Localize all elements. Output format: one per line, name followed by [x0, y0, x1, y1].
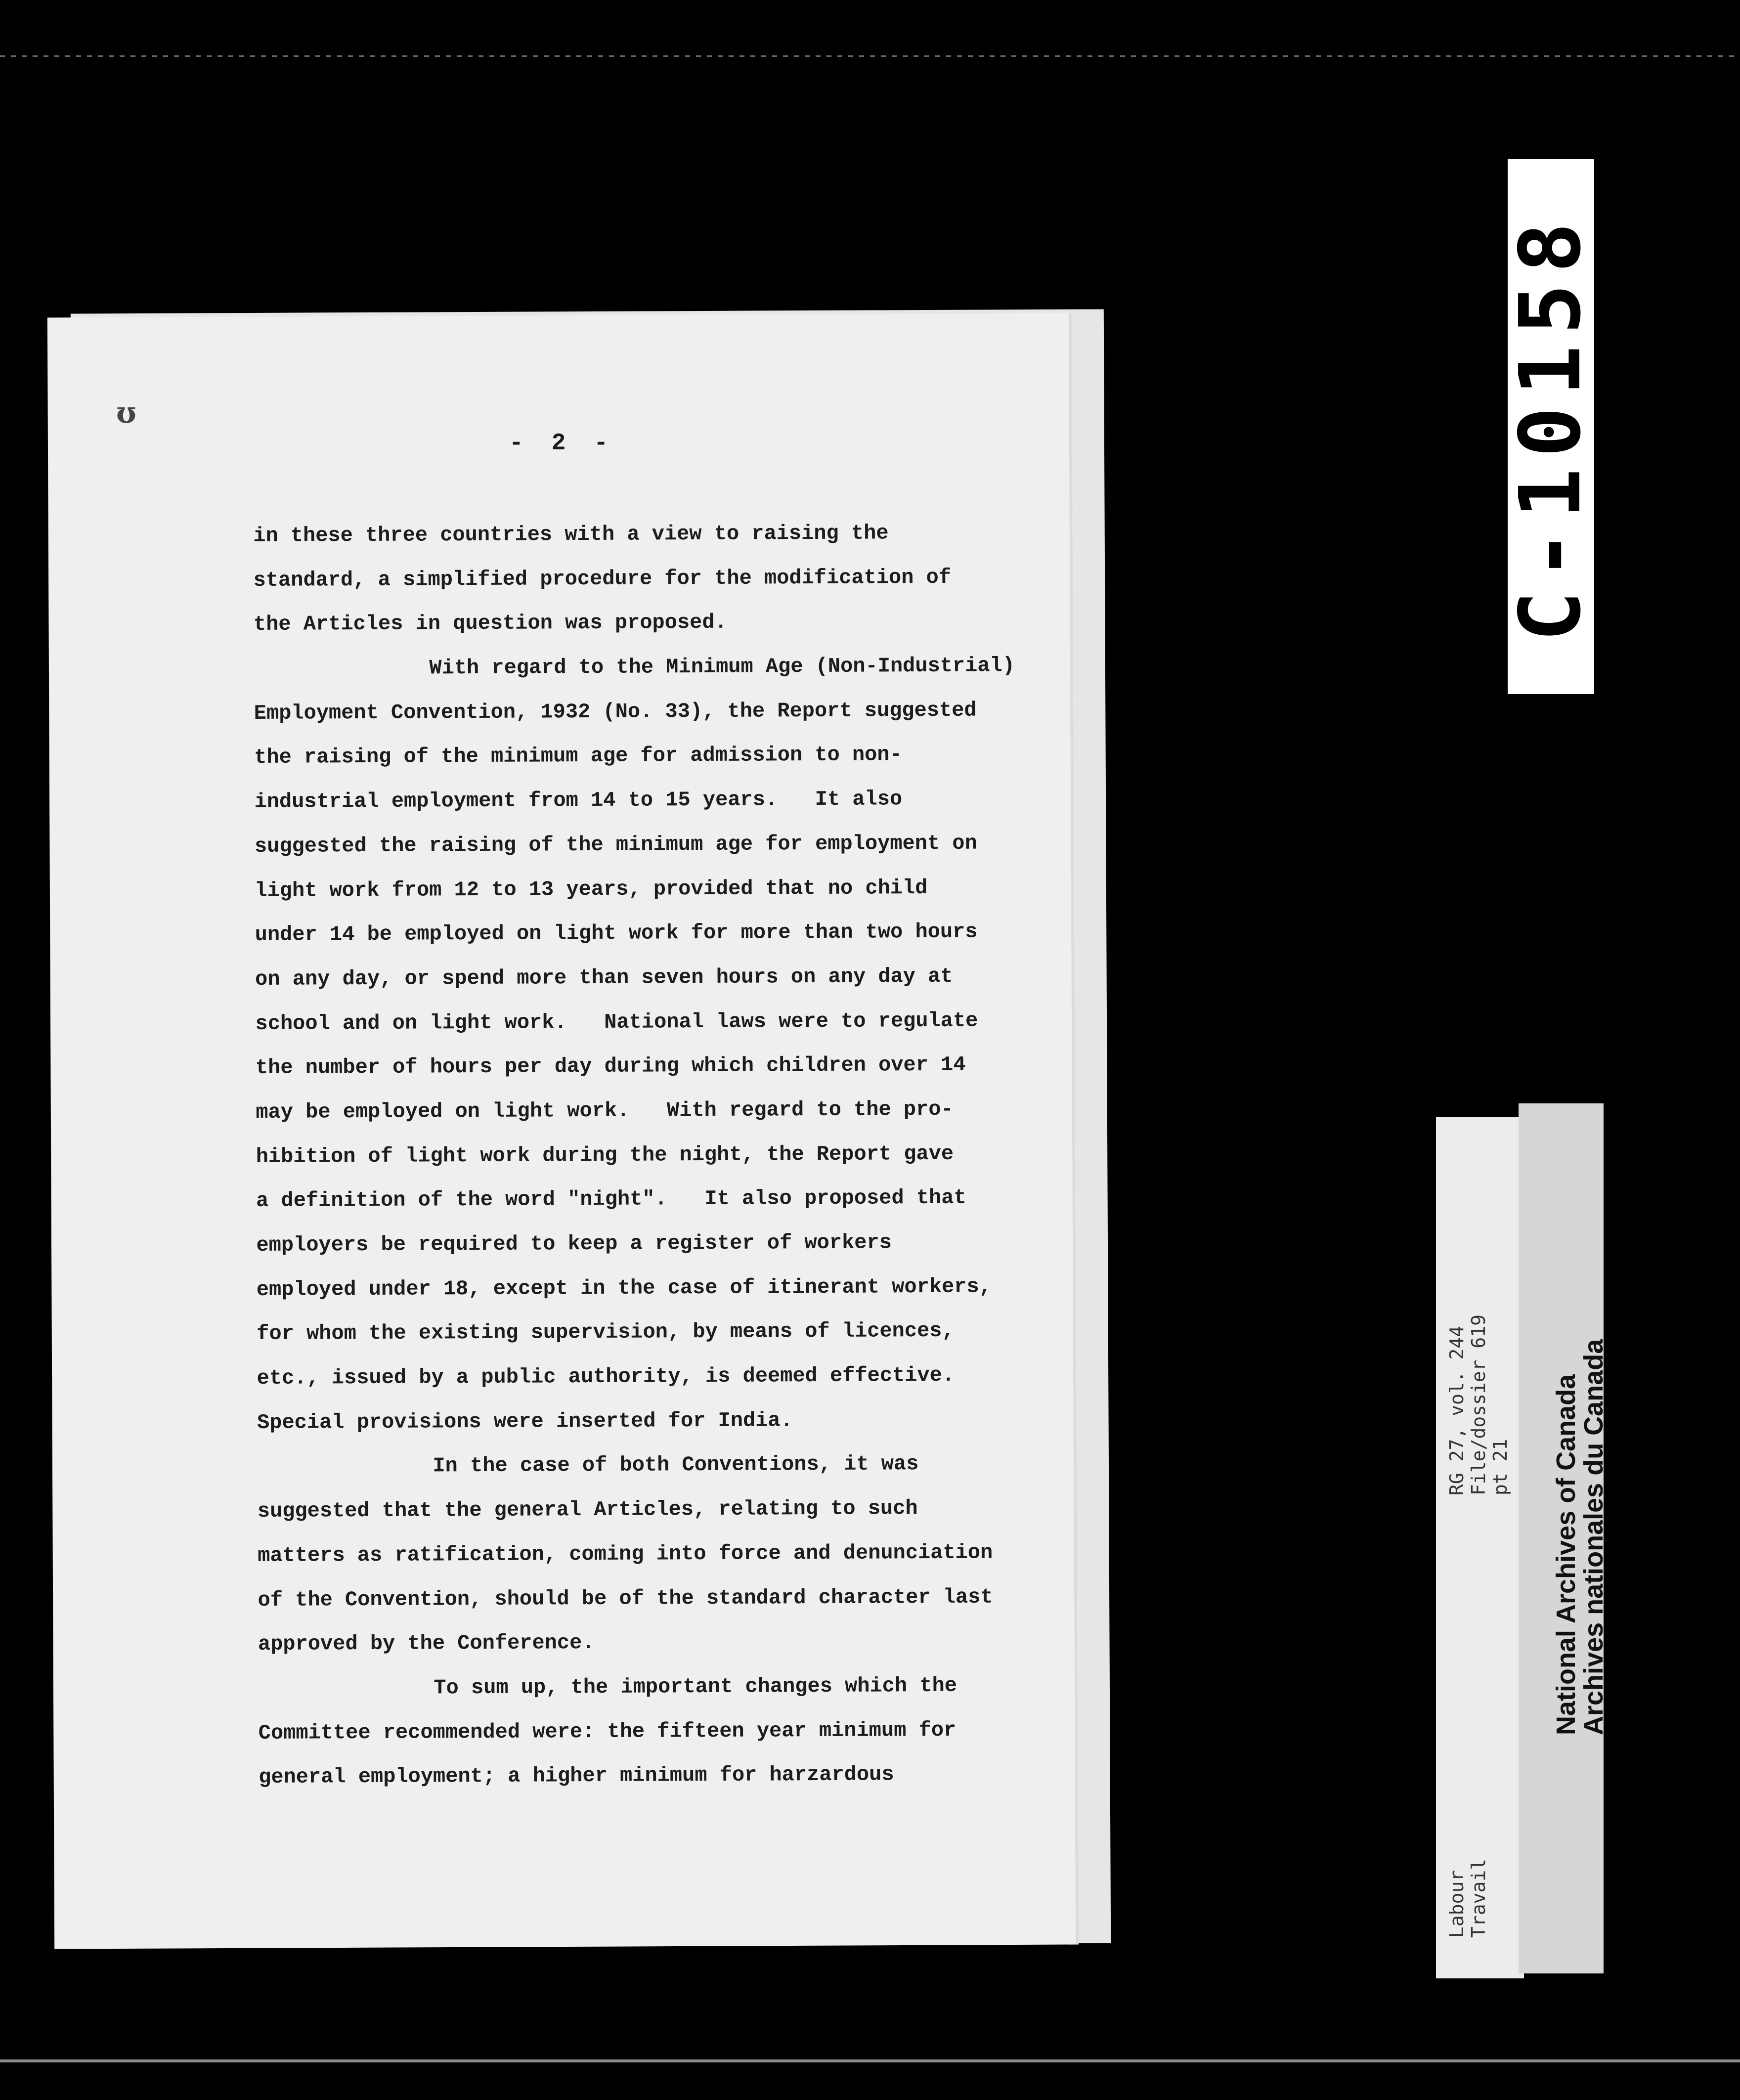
- text-line: may be employed on light work. With regard to the pro-: [256, 1097, 954, 1124]
- corner-mark: ʊ: [116, 395, 136, 430]
- reference-label: [1436, 1117, 1524, 1978]
- text-line: matters as ratification, coming into force and denunciation: [258, 1540, 993, 1568]
- text-line: employers be required to keep a register of workers: [256, 1230, 892, 1257]
- text-line: To sum up, the important changes which the: [434, 1673, 957, 1700]
- archives-name-en: National Archives of Canada: [1551, 1374, 1581, 1735]
- archives-name-fr: Archives nationales du Canada: [1579, 1339, 1609, 1735]
- text-line: the number of hours per day during which children over 14: [255, 1052, 966, 1080]
- text-line: etc., issued by a public authority, is deemed effective.: [257, 1363, 955, 1391]
- text-line: general employment; a higher minimum for harzardous: [259, 1762, 894, 1790]
- file-reference: RG 27, vol. 244 File/dossier 619 pt 21: [1446, 1314, 1511, 1495]
- film-edge-bottom: [0, 2059, 1740, 2062]
- text-line: industrial employment from 14 to 15 years. It also: [254, 787, 903, 814]
- department-name: Labour Travail: [1446, 1858, 1489, 1938]
- page-number: - 2 -: [509, 430, 615, 457]
- text-line: in these three countries with a view to raising the: [253, 521, 889, 548]
- text-line: With regard to the Minimum Age (Non-Industrial): [429, 654, 1015, 680]
- text-line: Committee recommended were: the fifteen year minimum for: [258, 1718, 957, 1745]
- text-line: Special provisions were inserted for India.: [257, 1408, 793, 1435]
- text-line: approved by the Conference.: [258, 1631, 595, 1657]
- text-line: under 14 be employed on light work for more than two hours: [255, 919, 978, 947]
- film-edge-top: [0, 55, 1740, 57]
- text-line: Employment Convention, 1932 (No. 33), the Report suggested: [254, 698, 977, 725]
- text-line: on any day, or spend more than seven hours on any day at: [255, 964, 953, 991]
- text-line: standard, a simplified procedure for the modification of: [253, 565, 952, 592]
- reel-number: C-10158: [1502, 211, 1600, 642]
- text-line: suggested the raising of the minimum age for employment on: [254, 831, 977, 858]
- text-line: for whom the existing supervision, by means of licences,: [257, 1319, 955, 1346]
- text-line: a definition of the word "night". It also proposed that: [256, 1186, 966, 1213]
- text-line: light work from 12 to 13 years, provided that no child: [255, 875, 928, 903]
- text-line: In the case of both Conventions, it was: [433, 1452, 919, 1478]
- text-line: hibition of light work during the night, the Report gave: [256, 1141, 954, 1169]
- text-line: school and on light work. National laws were to regulate: [255, 1008, 978, 1036]
- text-line: of the Convention, should be of the standard character last: [258, 1584, 993, 1612]
- text-line: employed under 18, except in the case of itinerant workers,: [256, 1274, 992, 1302]
- archives-name: [1552, 1339, 1608, 1735]
- text-line: suggested that the general Articles, relating to such: [257, 1496, 918, 1524]
- text-line: the Articles in question was proposed.: [253, 611, 727, 637]
- text-line: the raising of the minimum age for admission to non-: [254, 743, 902, 770]
- document-body: [253, 511, 1030, 1800]
